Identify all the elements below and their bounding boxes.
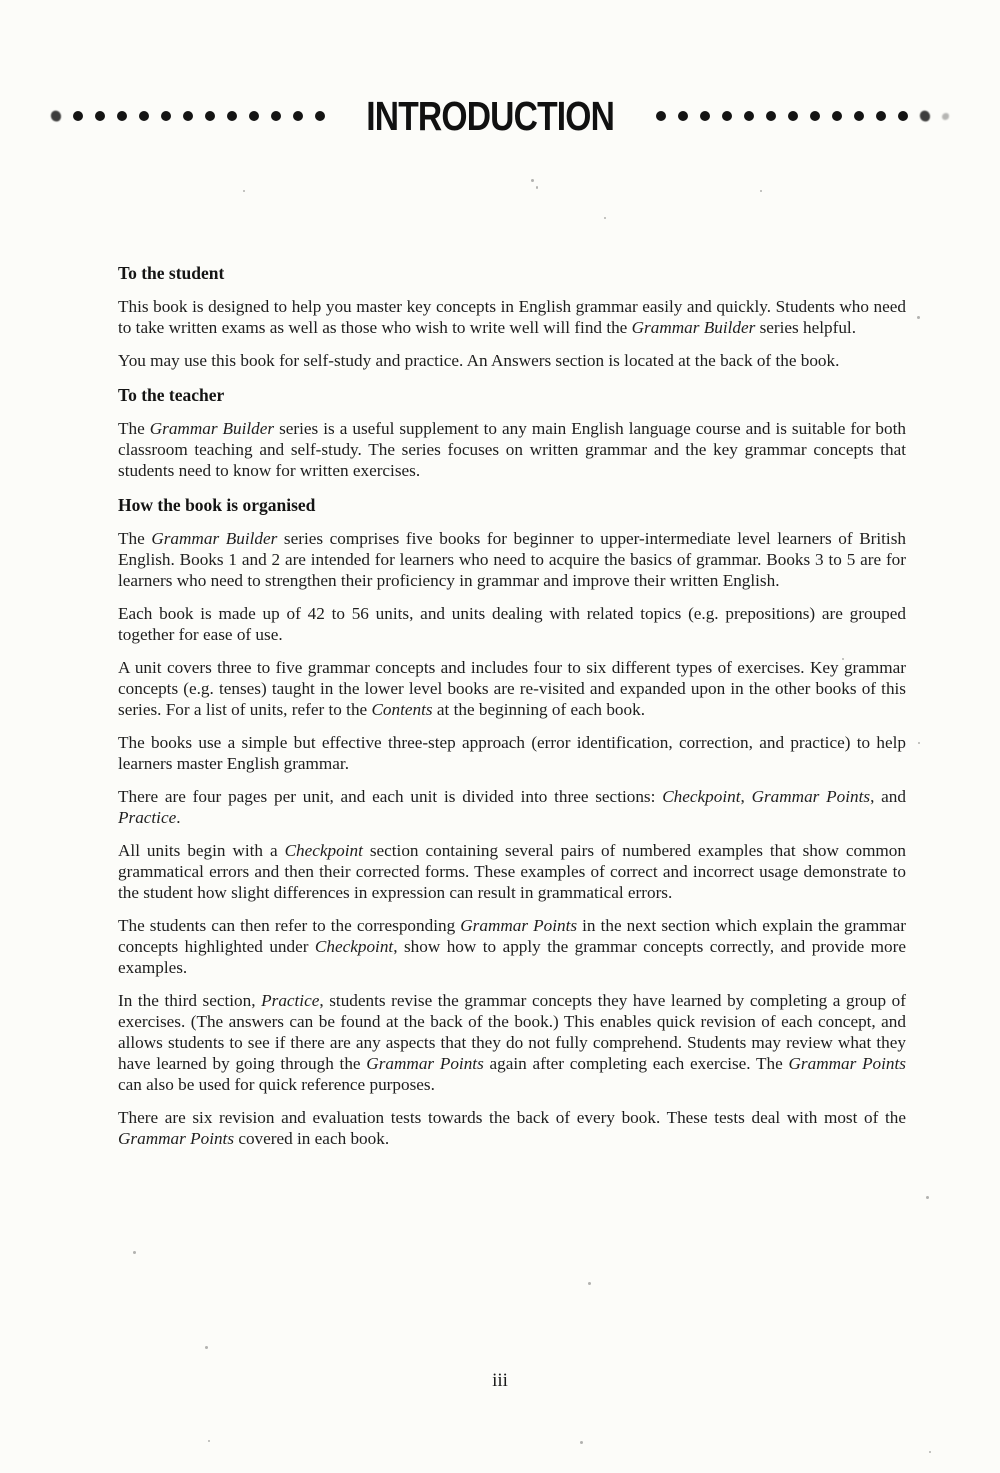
italic-term: Checkpoint (662, 787, 741, 806)
bullet-dot-icon (854, 111, 864, 121)
page-title: INTRODUCTION (366, 92, 615, 139)
bullet-dot-icon (788, 111, 798, 121)
bullet-dot-icon (722, 111, 732, 121)
italic-term: Grammar Points (118, 1129, 235, 1148)
scan-speck (588, 1282, 591, 1285)
bullet-dot-icon (73, 111, 83, 121)
bullet-dot-icon (161, 111, 171, 121)
bullet-dot-icon (95, 111, 105, 121)
body-paragraph: Each book is made up of 42 to 56 units, and units dealing with related topics (e.g. prepositions) are grouped together for ease of use. (118, 604, 906, 644)
body-paragraph: The Grammar Builder series is a useful supplement to any main English language course and is suitable for both classroom teaching and self-study. The series focuses on written grammar and the key grammar concepts that students need to know for written exercises. (118, 419, 906, 480)
body-paragraph: A unit covers three to five grammar concepts and includes four to six different types of exercises. Key grammar concepts (e.g. tenses) taught in the lower level books are re-visited and expanded upon in the other books of this series. For a list of units, refer to the Contents at the beginning of each book. (118, 658, 906, 719)
scan-speck (243, 190, 245, 192)
body-paragraph: This book is designed to help you master key concepts in English grammar easily and quickly. Students who need to take written exams as well as those who wish to write well will find the Grammar Builder series helpful. (118, 297, 906, 337)
italic-term: Grammar Points (788, 1054, 906, 1073)
sections-container (118, 263, 906, 1161)
scan-speck (604, 217, 606, 219)
bullet-dot-icon (117, 111, 127, 121)
decorative-dots-right (656, 111, 949, 121)
bullet-dot-icon (876, 111, 886, 121)
bullet-dot-icon (744, 111, 754, 121)
bullet-dot-icon (249, 111, 259, 121)
decorative-dots-left (51, 111, 325, 121)
body-paragraph: In the third section, Practice, students revise the grammar concepts they have learned by completing a group of exercises. (The answers can be found at the back of the book.) This enables quick revision of each concept, and allows students to see if there are any aspects that they do not fully comprehend. Students may review what they have learned by going through the Grammar Points again after completing each exercise. The Grammar Points can also be used for quick reference purposes. (118, 991, 906, 1094)
scan-speck (929, 1451, 931, 1453)
bullet-dot-icon (832, 111, 842, 121)
bullet-dot-icon (810, 111, 820, 121)
italic-term: Practice (118, 808, 177, 827)
italic-term: Checkpoint (314, 937, 394, 956)
italic-term: Grammar Builder (149, 419, 275, 438)
scan-speck (918, 742, 920, 744)
bullet-dot-icon (293, 111, 303, 121)
scan-speck (536, 186, 538, 189)
bullet-dot-icon (139, 111, 149, 121)
italic-term: Grammar Points (751, 787, 871, 806)
section-heading: To the teacher (118, 385, 225, 405)
body-paragraph: There are four pages per unit, and each unit is divided into three sections: Checkpoint, Grammar Points, and Practice. (118, 787, 906, 827)
body-paragraph: All units begin with a Checkpoint section containing several pairs of numbered examples that show common grammatical errors and then their corrected forms. These examples of correct and incorrect usage demonstrate to the student how slight differences in expression can result in grammatical errors. (118, 841, 906, 902)
bullet-dot-icon (898, 111, 908, 121)
bullet-dot-icon (205, 111, 215, 121)
bullet-dot-icon (918, 109, 931, 122)
italic-term: Contents (371, 700, 433, 719)
italic-term: Checkpoint (284, 841, 363, 860)
italic-term: Practice (261, 991, 320, 1010)
body-paragraph: There are six revision and evaluation tests towards the back of every book. These tests deal with most of the Grammar Points covered in each book. (118, 1108, 906, 1148)
scan-speck (760, 190, 762, 192)
scan-speck (926, 1196, 929, 1199)
scan-speck (531, 179, 534, 182)
scan-speck (133, 1251, 136, 1254)
scan-speck (205, 1346, 208, 1349)
bullet-dot-icon (183, 111, 193, 121)
bullet-dot-icon (271, 111, 281, 121)
page-number: iii (492, 1370, 508, 1391)
italic-term: Grammar Points (366, 1054, 484, 1073)
page-header (0, 92, 1000, 140)
bullet-dot-icon (227, 111, 237, 121)
scan-speck (917, 316, 920, 319)
body-paragraph: The students can then refer to the corresponding Grammar Points in the next section which explain the grammar concepts highlighted under Checkpoint, show how to apply the grammar concepts correctly, and provide more examples. (118, 916, 906, 977)
section-heading: How the book is organised (118, 495, 316, 515)
bullet-dot-icon (678, 111, 688, 121)
scan-speck (580, 1441, 583, 1444)
body-paragraph: The Grammar Builder series comprises five books for beginner to upper-intermediate level learners of British English. Books 1 and 2 are intended for learners who need to acquire the basics of grammar. Books 3 to 5 are for learners who need to strengthen their proficiency in grammar and improve their written English. (118, 529, 906, 590)
bullet-dot-icon (942, 113, 949, 120)
scan-speck (208, 1440, 210, 1442)
body-paragraph: You may use this book for self-study and practice. An Answers section is located at the back of the book. (118, 351, 840, 370)
bullet-dot-icon (656, 111, 666, 121)
italic-term: Grammar Builder (151, 529, 278, 548)
body-paragraph: The books use a simple but effective three-step approach (error identification, correction, and practice) to help learners master English grammar. (118, 733, 906, 773)
italic-term: Grammar Points (460, 916, 578, 935)
bullet-dot-icon (315, 111, 325, 121)
section-heading: To the student (118, 263, 225, 283)
bullet-dot-icon (700, 111, 710, 121)
italic-term: Grammar Builder (631, 318, 756, 337)
bullet-dot-icon (766, 111, 776, 121)
bullet-dot-icon (50, 109, 63, 122)
